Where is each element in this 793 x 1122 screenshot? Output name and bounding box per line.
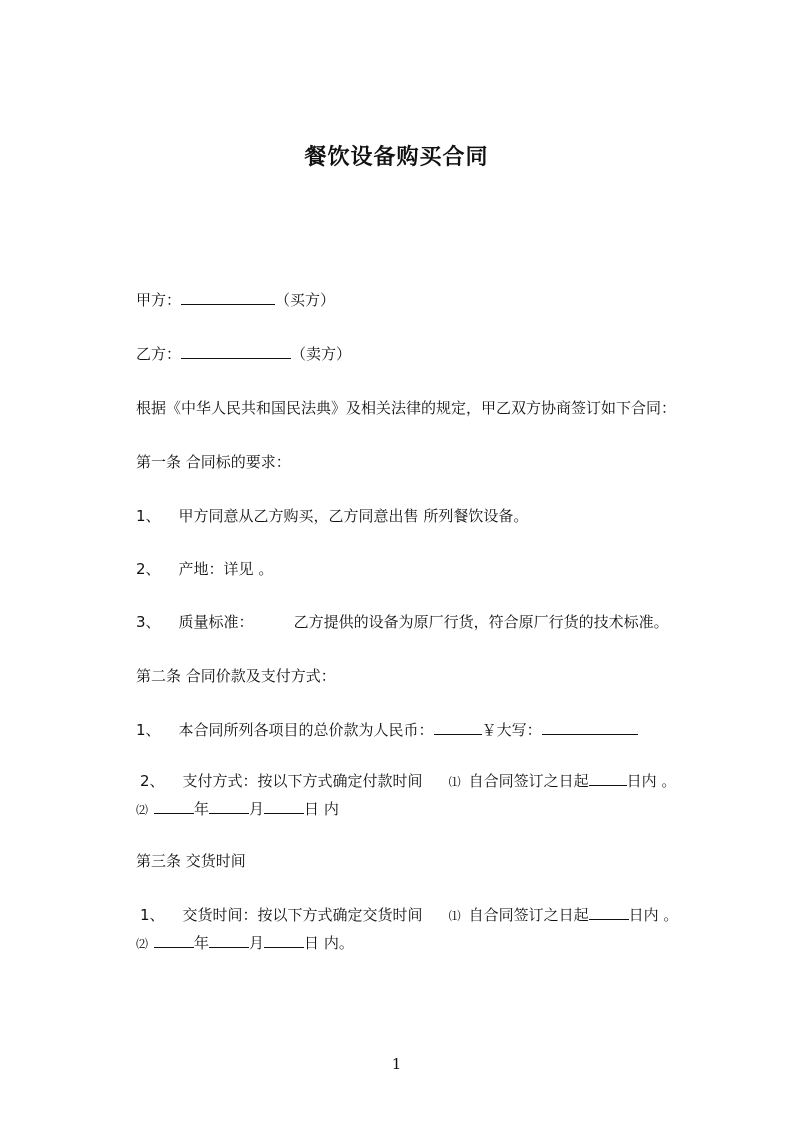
option-1-end: 日内 。 xyxy=(626,772,677,790)
article2-item-2-option-2 xyxy=(136,799,339,820)
article3-item-1-option-2 xyxy=(136,933,354,954)
party-b-line xyxy=(136,344,351,364)
item-text: 乙方提供的设备为原厂行货，符合原厂行货的技术标准。 xyxy=(293,613,669,631)
option-1-number: ⑴ xyxy=(448,775,461,789)
delivery-year-blank[interactable] xyxy=(154,933,194,948)
article3-item-1 xyxy=(140,905,678,926)
page-number: 1 xyxy=(391,1055,402,1073)
party-a-line xyxy=(136,290,335,310)
article1-item-1 xyxy=(136,506,528,526)
day-label: 日 内 xyxy=(304,800,339,818)
article2-heading: 第二条 合同价款及支付方式： xyxy=(136,667,336,685)
delivery-month-blank[interactable] xyxy=(209,933,249,948)
item-number: 2、 xyxy=(140,772,165,790)
option-2-number: ⑵ xyxy=(136,803,149,817)
article2-item-1 xyxy=(136,720,638,740)
item-number: 3、 xyxy=(136,613,161,631)
party-b-label: 乙方： xyxy=(136,345,182,363)
option-1-end: 日内 。 xyxy=(628,906,679,924)
price-words-blank[interactable] xyxy=(542,720,638,735)
article1-item-3 xyxy=(136,612,669,632)
article1-item-2 xyxy=(136,559,273,579)
day-label: 日 内。 xyxy=(304,934,354,952)
delivery-day-blank[interactable] xyxy=(264,933,304,948)
item-text: 本合同所列各项目的总价款为人民币： xyxy=(178,721,434,739)
payment-day-blank[interactable] xyxy=(264,799,304,814)
payment-month-blank[interactable] xyxy=(209,799,249,814)
option-2-number: ⑵ xyxy=(136,937,149,951)
item-label: 质量标准： xyxy=(178,613,254,631)
price-number-blank[interactable] xyxy=(434,720,482,735)
option-1-text: 自合同签订之日起 xyxy=(468,772,589,790)
delivery-days-blank[interactable] xyxy=(589,905,629,920)
month-label: 月 xyxy=(249,934,265,952)
document-title: 餐饮设备购买合同 xyxy=(304,145,489,170)
intro-paragraph: 根据《中华人民共和国民法典》及相关法律的规定，甲乙双方协商签订如下合同： xyxy=(136,399,677,417)
item-text: 产地：详见 。 xyxy=(178,560,274,578)
item-number: 1、 xyxy=(140,906,165,924)
party-a-label: 甲方： xyxy=(136,291,182,309)
party-a-role: （买方） xyxy=(275,291,336,309)
payment-days-blank[interactable] xyxy=(589,771,627,786)
item-number: 1、 xyxy=(136,721,161,739)
article1-heading: 第一条 合同标的要求： xyxy=(136,453,291,471)
article3-heading: 第三条 交货时间 xyxy=(136,852,246,870)
party-b-role: （卖方） xyxy=(291,345,352,363)
price-mid-text: ￥大写： xyxy=(481,721,542,739)
party-a-blank[interactable] xyxy=(181,290,275,305)
item-text: 交货时间：按以下方式确定交货时间 xyxy=(182,906,423,924)
option-1-text: 自合同签订之日起 xyxy=(468,906,589,924)
year-label: 年 xyxy=(194,934,210,952)
item-number: 1、 xyxy=(136,507,161,525)
item-number: 2、 xyxy=(136,560,161,578)
payment-year-blank[interactable] xyxy=(154,799,194,814)
option-1-number: ⑴ xyxy=(448,909,461,923)
item-text: 甲方同意从乙方购买，乙方同意出售 所列餐饮设备。 xyxy=(178,507,529,525)
month-label: 月 xyxy=(249,800,265,818)
party-b-blank[interactable] xyxy=(181,344,291,359)
article2-item-2 xyxy=(140,771,676,792)
item-text: 支付方式：按以下方式确定付款时间 xyxy=(182,772,423,790)
year-label: 年 xyxy=(194,800,210,818)
